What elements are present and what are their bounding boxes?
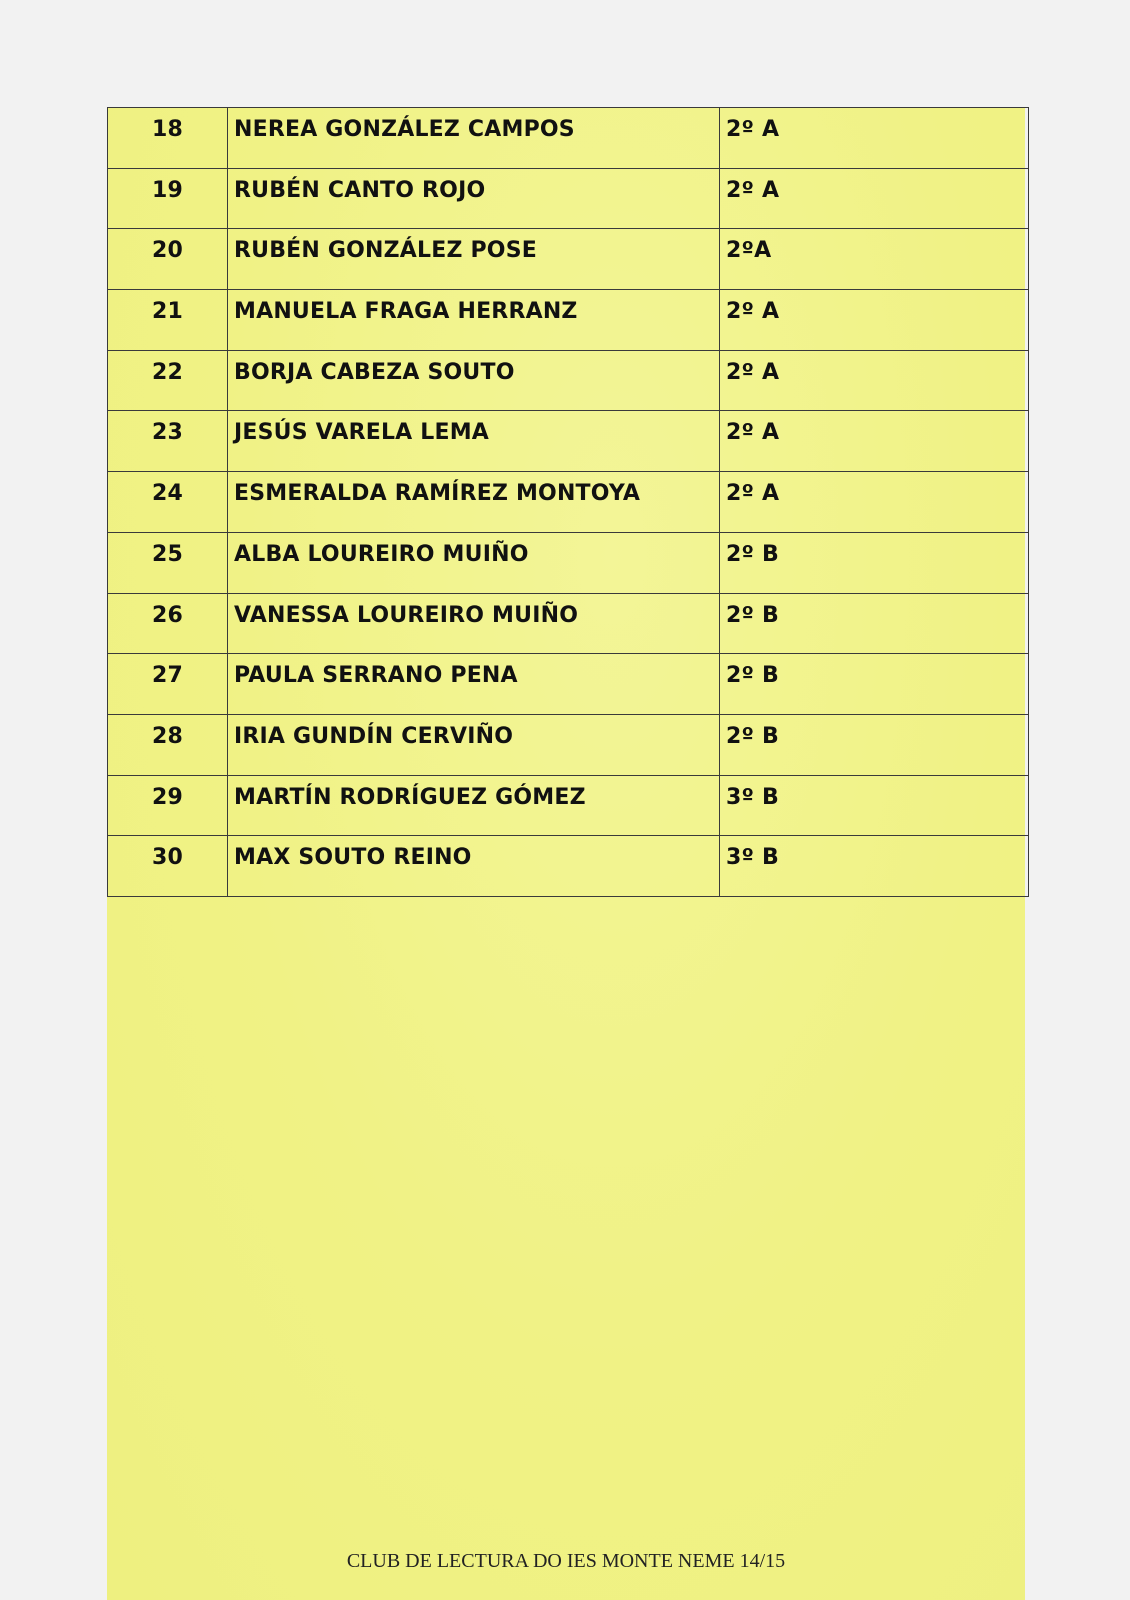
student-name: RUBÉN CANTO ROJO [228, 168, 720, 229]
table-row [108, 350, 1029, 411]
student-roster-table [107, 107, 1029, 897]
student-name: ALBA LOUREIRO MUIÑO [228, 532, 720, 593]
student-grade: 2º B [720, 654, 1029, 715]
student-name: ESMERALDA RAMÍREZ MONTOYA [228, 472, 720, 533]
table-row [108, 593, 1029, 654]
table-row [108, 229, 1029, 290]
table-row [108, 168, 1029, 229]
table-row [108, 472, 1029, 533]
student-grade: 2º B [720, 714, 1029, 775]
table-row [108, 836, 1029, 897]
student-name: RUBÉN GONZÁLEZ POSE [228, 229, 720, 290]
table-row [108, 714, 1029, 775]
row-number: 25 [108, 532, 228, 593]
student-grade: 2º A [720, 472, 1029, 533]
table-row [108, 290, 1029, 351]
student-name: MARTÍN RODRÍGUEZ GÓMEZ [228, 775, 720, 836]
student-name: BORJA CABEZA SOUTO [228, 350, 720, 411]
student-name: VANESSA LOUREIRO MUIÑO [228, 593, 720, 654]
row-number: 20 [108, 229, 228, 290]
student-grade: 2º A [720, 411, 1029, 472]
student-name: NEREA GONZÁLEZ CAMPOS [228, 108, 720, 169]
row-number: 29 [108, 775, 228, 836]
table-row [108, 108, 1029, 169]
roster-body [108, 108, 1029, 897]
row-number: 22 [108, 350, 228, 411]
student-grade: 3º B [720, 836, 1029, 897]
student-grade: 2º A [720, 108, 1029, 169]
row-number: 27 [108, 654, 228, 715]
table-row [108, 654, 1029, 715]
student-name: MAX SOUTO REINO [228, 836, 720, 897]
student-grade: 2º B [720, 593, 1029, 654]
student-name: JESÚS VARELA LEMA [228, 411, 720, 472]
table-row [108, 411, 1029, 472]
row-number: 19 [108, 168, 228, 229]
student-name: PAULA SERRANO PENA [228, 654, 720, 715]
row-number: 28 [108, 714, 228, 775]
row-number: 21 [108, 290, 228, 351]
student-grade: 2º A [720, 290, 1029, 351]
student-grade: 2º A [720, 350, 1029, 411]
row-number: 18 [108, 108, 228, 169]
student-grade: 3º B [720, 775, 1029, 836]
row-number: 24 [108, 472, 228, 533]
student-name: IRIA GUNDÍN CERVIÑO [228, 714, 720, 775]
student-grade: 2º A [720, 168, 1029, 229]
table-row [108, 532, 1029, 593]
student-name: MANUELA FRAGA HERRANZ [228, 290, 720, 351]
table-row [108, 775, 1029, 836]
row-number: 30 [108, 836, 228, 897]
row-number: 23 [108, 411, 228, 472]
page-footer: CLUB DE LECTURA DO IES MONTE NEME 14/15 [346, 1550, 786, 1572]
row-number: 26 [108, 593, 228, 654]
student-grade: 2º B [720, 532, 1029, 593]
student-grade: 2ºA [720, 229, 1029, 290]
